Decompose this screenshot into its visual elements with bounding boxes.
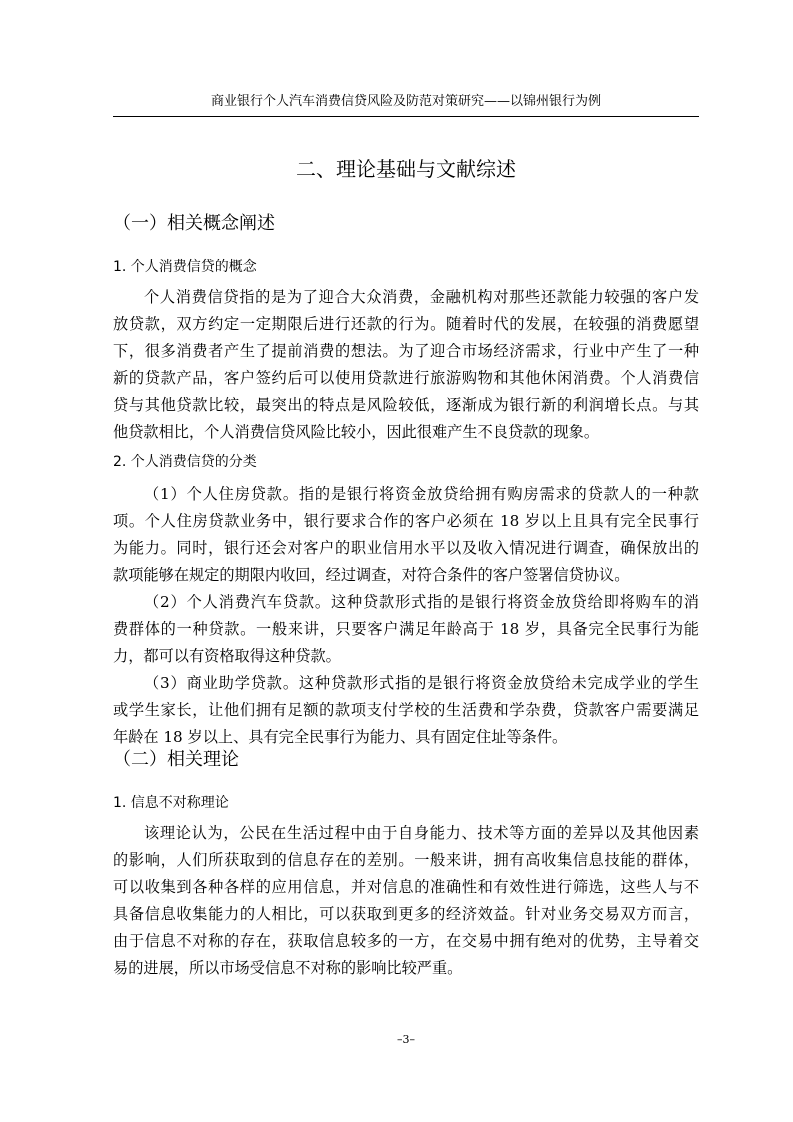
paragraph-line: 为能力。同时，银行还会对客户的职业信用水平以及收入情况进行调查，确保放出的 (113, 539, 699, 557)
paragraph-line: 具备信息收集能力的人相比，可以获取到更多的经济效益。针对业务交易双方而言， (113, 905, 699, 923)
paragraph (113, 284, 699, 446)
subsection-title: 1. 信息不对称理论 (113, 795, 229, 811)
paragraph-line: 易的进展，所以市场受信息不对称的影响比较严重。 (113, 959, 463, 977)
paragraph-line: 该理论认为，公民在生活过程中由于自身能力、技术等方面的差异以及其他因素 (144, 824, 699, 842)
header-divider (113, 116, 699, 117)
paragraph-line: 新的贷款产品，客户签约后可以使用贷款进行旅游购物和其他休闲消费。个人消费信 (113, 369, 699, 387)
running-header: 商业银行个人汽车消费信贷风险及防范对策研究——以锦州银行为例 (210, 94, 601, 109)
paragraph-line: 力，都可以有资格取得这种贷款。 (113, 647, 341, 665)
paragraph-line: 费群体的一种贷款。一般来讲，只要客户满足年龄高于 18 岁，具备完全民事行为能 (113, 620, 699, 638)
paragraph-line: 的影响，人们所获取到的信息存在的差别。一般来讲，拥有高收集信息技能的群体， (113, 851, 699, 869)
section-title: （一）相关概念阐述 (113, 213, 275, 234)
section-title: （二）相关理论 (113, 749, 239, 770)
paragraph-line: 可以收集到各种各样的应用信息，并对信息的准确性和有效性进行筛选，这些人与不 (113, 878, 699, 896)
paragraph-line: 贷与其他贷款比较，最突出的特点是风险较低，逐渐成为银行新的利润增长点。与其 (113, 396, 699, 414)
paragraph-line: 由于信息不对称的存在，获取信息较多的一方，在交易中拥有绝对的优势，主导着交 (113, 932, 699, 950)
page-number: –3– (397, 1033, 415, 1046)
paragraph-line: 项。个人住房贷款业务中，银行要求合作的客户必须在 18 岁以上且具有完全民事行 (113, 512, 699, 530)
paragraph-line: 或学生家长，让他们拥有足额的款项支付学校的生活费和学杂费，贷款客户需要满足 (113, 701, 699, 719)
paragraph-line: （1）个人住房贷款。指的是银行将资金放贷给拥有购房需求的贷款人的一种款 (144, 485, 699, 503)
subsection-title: 2. 个人消费信贷的分类 (113, 454, 257, 470)
paragraph-line: 款项能够在规定的期限内收回，经过调查，对符合条件的客户签署信贷协议。 (113, 566, 630, 584)
subsection-title: 1. 个人消费信贷的概念 (113, 259, 257, 275)
paragraph-line: 他贷款相比，个人消费信贷风险比较小，因此很难产生不良贷款的现象。 (113, 423, 599, 441)
chapter-title: 二、理论基础与文献综述 (296, 157, 516, 181)
paragraph (113, 670, 699, 751)
paragraph-line: 年龄在 18 岁以上、具有完全民事行为能力、具有固定住址等条件。 (113, 728, 568, 746)
paragraph (113, 589, 699, 670)
paragraph (113, 481, 699, 589)
paragraph-line: 个人消费信贷指的是为了迎合大众消费，金融机构对那些还款能力较强的客户发 (144, 288, 699, 306)
paragraph-line: （2）个人消费汽车贷款。这种贷款形式指的是银行将资金放贷给即将购车的消 (144, 593, 699, 611)
paragraph-line: 放贷款，双方约定一定期限后进行还款的行为。随着时代的发展，在较强的消费愿望 (113, 315, 699, 333)
paragraph-line: 下，很多消费者产生了提前消费的想法。为了迎合市场经济需求，行业中产生了一种 (113, 342, 699, 360)
paragraph (113, 820, 699, 982)
paragraph-line: （3）商业助学贷款。这种贷款形式指的是银行将资金放贷给未完成学业的学生 (144, 674, 699, 692)
